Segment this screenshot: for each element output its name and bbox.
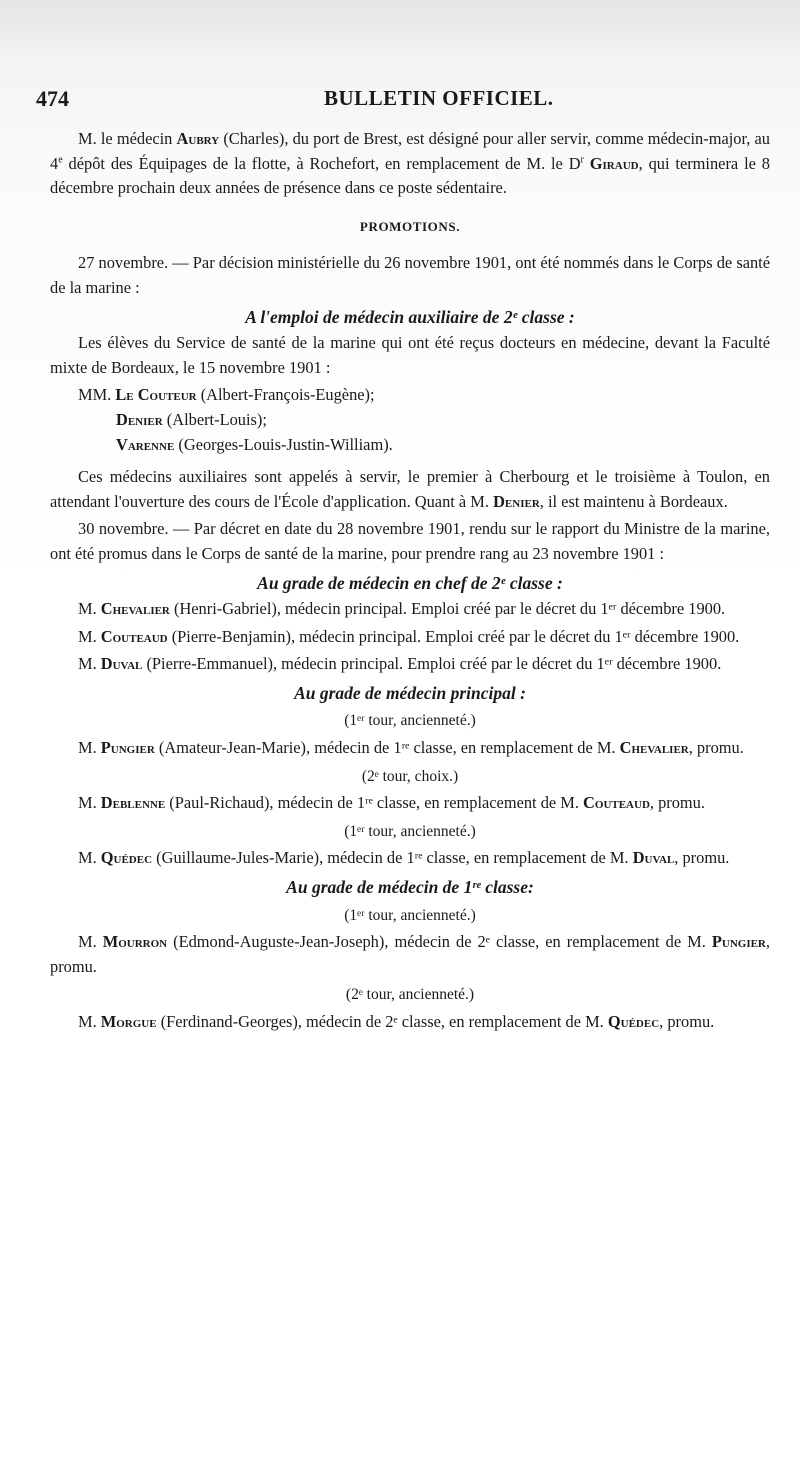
subheading-tour: (1ᵉʳ tour, ancienneté.): [344, 712, 476, 730]
entry-chevalier: M. Chevalier (Henri-Gabriel), médecin principal. Emploi créé par le décret du 1ᵉʳ décembre 1900.: [78, 599, 726, 619]
heading-medecin-auxiliaire: A l'emploi de médecin auxiliaire de 2ᵉ classe :: [245, 306, 575, 327]
heading-medecin-1re-classe: Au grade de médecin de 1ʳᵉ classe:: [286, 877, 534, 898]
paragraph-27-novembre: 27 novembre. — Par décision ministérielle du 26 novembre 1901, ont été nommés dans le Corps de santé de la marine :: [50, 253, 770, 297]
running-title: BULLETIN OFFICIEL.: [324, 86, 554, 110]
paragraph-aubry: M. le médecin Aubry (Charles), du port de Brest, est désigné pour aller servir, comme médecin-major, au 4e dépôt des Équipages de la flotte, à Rochefort, en remplacement de M. le $D^r$ Giraud, qui terminera le 8 décembre prochain deux années de présence dans ce poste sédentaire.: [50, 129, 771, 198]
subheading-tour: (2ᵉ tour, ancienneté.): [345, 986, 475, 1004]
paragraph-30-novembre: 30 novembre. — Par décret en date du 28 novembre 1901, rendu sur le rapport du Ministre de la marine, ont été promus dans le Corps de santé de la marine, pour prendre rang au 23 novembre 1901 :: [50, 519, 770, 563]
entry-mourron: M. Mourron (Edmond-Auguste-Jean-Joseph), médecin de 2ᵉ classe, en remplacement de M. Pungier, promu.: [50, 932, 770, 976]
subheading-tour: (1ᵉʳ tour, ancienneté.): [344, 906, 476, 924]
paragraph-eleves: Les élèves du Service de santé de la marine qui ont été reçus docteurs en médecine, devant la Faculté mixte de Bordeaux, le 15 novembre 1901 :: [50, 333, 770, 377]
name-entry: Varenne (Georges-Louis-Justin-William).: [116, 434, 393, 454]
subheading-tour: (1ᵉʳ tour, ancienneté.): [344, 822, 476, 840]
heading-medecin-en-chef: Au grade de médecin en chef de 2ᵉ classe :: [257, 572, 563, 593]
paragraph-affectations: Ces médecins auxiliaires sont appelés à servir, le premier à Cherbourg et le troisième à Toulon, en attendant l'ouverture des cours de l'École d'application. Quant à M. Denier, il est maintenu à Bordeaux.: [50, 467, 770, 511]
entry-pungier: M. Pungier (Amateur-Jean-Marie), médecin de 1ʳᵉ classe, en remplacement de M. Chevalier, promu.: [78, 738, 744, 758]
entry-duval: M. Duval (Pierre-Emmanuel), médecin principal. Emploi créé par le décret du 1ᵉʳ décembre 1900.: [78, 654, 722, 674]
subheading-tour: (2ᵉ tour, choix.): [361, 767, 459, 785]
name-entry: MM. Le Couteur (Albert-François-Eugène);: [78, 385, 375, 405]
heading-medecin-principal: Au grade de médecin principal :: [294, 682, 526, 703]
name-entry: Denier (Albert-Louis);: [116, 409, 267, 429]
body-text: [50, 127, 770, 1038]
entry-couteaud: M. Couteaud (Pierre-Benjamin), médecin principal. Emploi créé par le décret du 1ᵉʳ décembre 1900.: [78, 626, 740, 646]
section-title-promotions: PROMOTIONS.: [359, 218, 461, 234]
entry-quedec: M. Quédec (Guillaume-Jules-Marie), médecin de 1ʳᵉ classe, en remplacement de M. Duval, promu.: [78, 848, 730, 868]
page-number: 474: [36, 86, 69, 111]
auxiliary-names-list: [50, 383, 770, 457]
page-header: [36, 86, 764, 116]
entry-morgue: M. Morgue (Ferdinand-Georges), médecin de 2ᵉ classe, en remplacement de M. Quédec, promu.: [78, 1012, 715, 1031]
entry-deblenne: M. Deblenne (Paul-Richaud), médecin de 1ʳᵉ classe, en remplacement de M. Couteaud, promu.: [78, 793, 705, 813]
